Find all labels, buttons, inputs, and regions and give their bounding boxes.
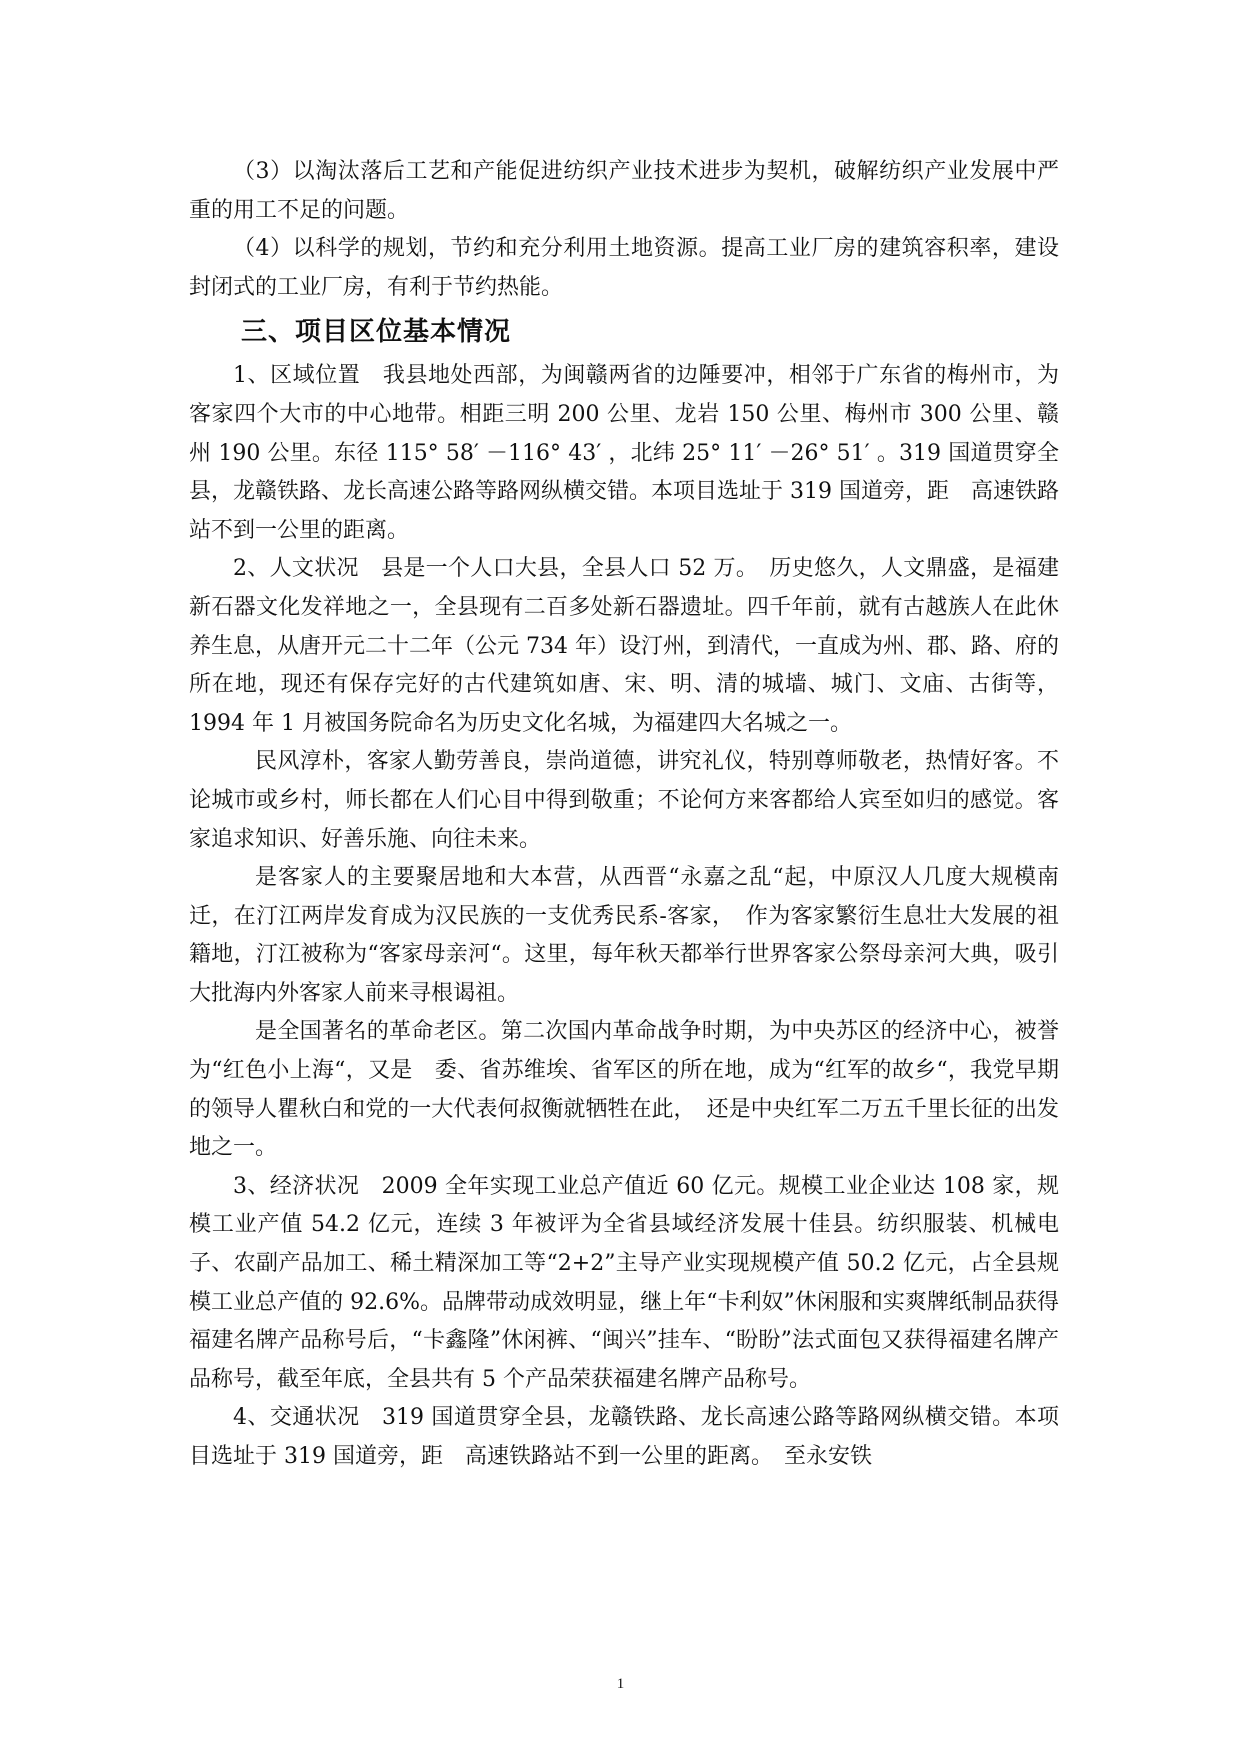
section-heading: 三、项目区位基本情况 — [241, 317, 512, 348]
document-body — [189, 153, 1059, 1477]
paragraph-item-4: （4）以科学的规划，节约和充分利用土地资源。提高工业厂房的建筑容积率，建设封闭式的工业厂房，有利于节约热能。 — [189, 236, 1059, 300]
paragraph-economy: 3、经济状况 2009 全年实现工业总产值近 60 亿元。规模工业企业达 108 家，规模工业产值 54.2 亿元，连续 3 年被评为全省县域经济发展十佳县。纺织服装、机械电子、农副产品加工、稀土精深加工等“2+2”主导产业实现规模产值 50.2 亿元，占全县规模工业总产值的 92.6%。品牌带动成效明显，继上年“卡利奴”休闲服和实爽牌纸制品获得福建名牌产品称号后，“卡鑫隆”休闲裤、“闽兴”挂车、“盼盼”法式面包又获得福建名牌产品称号，截至年底，全县共有 5 个产品荣获福建名牌产品称号。 — [189, 1173, 1059, 1392]
paragraph-location: 1、区域位置 我县地处西部，为闽赣两省的边陲要冲，相邻于广东省的梅州市，为客家四个大市的中心地带。相距三明 200 公里、龙岩 150 公里、梅州市 300 公里、赣州 190 公里。东径 115° 58′ －116° 43′ ，北纬 25° 11′ －26° 51′ 。319 国道贯穿全县，龙赣铁路、龙长高速公路等路网纵横交错。本项目选址于 319 国道旁，距 高速铁路站不到一公里的距离。 — [189, 363, 1059, 543]
paragraph-transport: 4、交通状况 319 国道贯穿全县，龙赣铁路、龙长高速公路等路网纵横交错。本项目选址于 319 国道旁，距 高速铁路站不到一公里的距离。 至永安铁 — [189, 1405, 1059, 1469]
paragraph-item-3: （3）以淘汰落后工艺和产能促进纺织产业技术进步为契机，破解纺织产业发展中严重的用工不足的问题。 — [189, 159, 1059, 223]
paragraph-hakka: 是客家人的主要聚居地和大本营，从西晋“永嘉之乱“起，中原汉人几度大规模南迁，在汀江两岸发育成为汉民族的一支优秀民系-客家， 作为客家繁衍生息壮大发展的祖籍地，汀江被称为“客家母亲河“。这里，每年秋天都举行世界客家公祭母亲河大典，吸引大批海内外客家人前来寻根谒祖。 — [189, 865, 1059, 1006]
paragraph-culture: 2、人文状况 县是一个人口大县，全县人口 52 万。 历史悠久，人文鼎盛，是福建新石器文化发祥地之一，全县现有二百多处新石器遗址。四千年前，就有古越族人在此休养生息，从唐开元二十二年（公元 734 年）设汀州，到清代，一直成为州、郡、路、府的所在地，现还有保存完好的古代建筑如唐、宋、明、清的城墙、城门、文庙、古街等，1994 年 1 月被国务院命名为历史文化名城，为福建四大名城之一。 — [189, 556, 1059, 736]
paragraph-customs: 民风淳朴，客家人勤劳善良，崇尚道德，讲究礼仪，特别尊师敬老，热情好客。不论城市或乡村，师长都在人们心目中得到敬重；不论何方来客都给人宾至如归的感觉。客家追求知识、好善乐施、向往未来。 — [189, 749, 1059, 852]
paragraph-revolution: 是全国著名的革命老区。第二次国内革命战争时期，为中央苏区的经济中心，被誉为“红色小上海“，又是 委、省苏维埃、省军区的所在地，成为“红军的故乡“，我党早期的领导人瞿秋白和党的一大代表何叔衡就牺牲在此， 还是中央红军二万五千里长征的出发地之一。 — [189, 1019, 1059, 1161]
page-number: 1 — [616, 1676, 625, 1692]
